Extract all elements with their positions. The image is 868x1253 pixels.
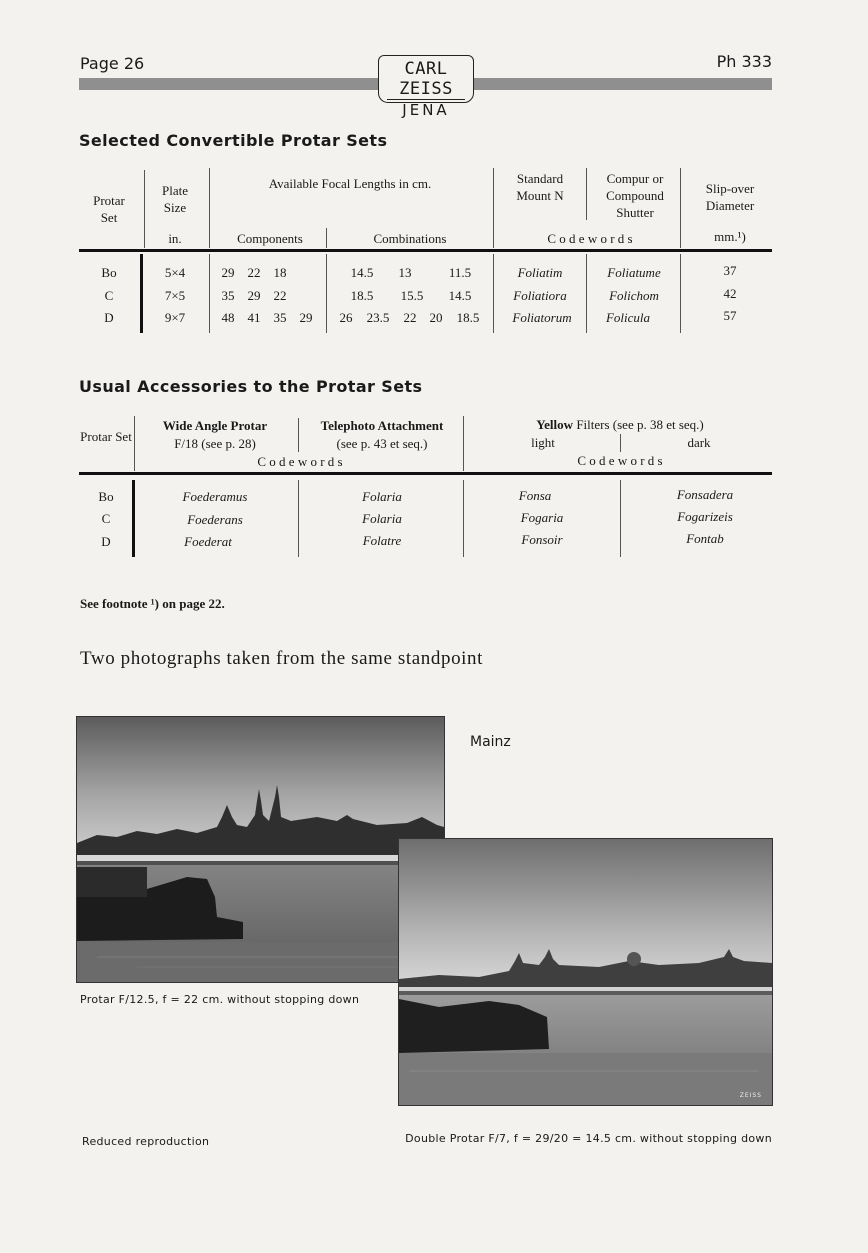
t1-row-bo-mount: Foliatim (517, 265, 563, 280)
t1-hdr-div-1 (144, 170, 145, 248)
t1-row-c-comb-1: 18.5 (350, 288, 374, 303)
t2-hdr-div-2 (298, 418, 299, 452)
t1-row-bo-comp-3: 18 (273, 265, 287, 280)
th-unit-mm: mm.¹) (714, 229, 746, 244)
th-slip-over: Slip-over Diameter (705, 181, 755, 213)
t1-row-d-shutter: Folicula (605, 310, 651, 325)
t1-body-div-1 (209, 254, 210, 333)
t2-th-wide-angle-sub: F/18 (see p. 28) (174, 436, 256, 451)
caption-protar: Protar F/12.5, f = 22 cm. without stopping down (80, 993, 360, 1006)
photo-double-protar-image (399, 839, 772, 1105)
logo-line2: JENA (387, 99, 465, 120)
t1-row-bo-plate: 5×4 (164, 265, 186, 280)
t1-row-d-set: D (104, 310, 114, 325)
t2-row-bo-dark: Fonsadera (676, 487, 734, 502)
t2-th-filters (480, 416, 760, 433)
t1-row-c-comp-3: 22 (273, 288, 287, 303)
t2-th-light: light (531, 435, 555, 450)
t1-row-c-comp-1: 35 (221, 288, 235, 303)
t2-row-c-light: Fogaria (520, 510, 564, 525)
caption-double-protar: Double Protar F/7, f = 29/20 = 14.5 cm. without stopping down (405, 1132, 772, 1145)
t1-row-d-mount: Foliatorum (512, 310, 572, 325)
t1-row-bo-comb-1: 14.5 (350, 265, 374, 280)
t2-th-filters-bold: Yellow (536, 417, 574, 432)
t2-row-d-light: Fonsoir (521, 532, 563, 547)
t1-row-d-comb-3: 22 (403, 310, 417, 325)
t2-row-c-dark: Fogarizeis (677, 509, 733, 524)
t1-row-c-set: C (104, 288, 114, 303)
section-title-protar-sets: Selected Convertible Protar Sets (79, 131, 388, 150)
t1-row-c-plate: 7×5 (164, 288, 186, 303)
t1-hdr-div-4 (586, 168, 587, 220)
t1-row-d-comp-3: 35 (273, 310, 287, 325)
section-title-accessories: Usual Accessories to the Protar Sets (79, 377, 423, 396)
logo-line1: CARL ZEISS (399, 59, 453, 99)
t1-row-d-comb-5: 18.5 (456, 310, 480, 325)
t1-row-bo-comb-2: 13 (398, 265, 412, 280)
t1-row-bo-shutter: Foliatume (607, 265, 661, 280)
t2-header-rule (79, 472, 772, 475)
t1-row-d-comp-4: 29 (299, 310, 313, 325)
t2-th-codewords-right: C o d e w o r d s (577, 453, 663, 468)
t1-row-d-comb-2: 23.5 (366, 310, 390, 325)
th-combinations: Combinations (373, 231, 447, 246)
t2-row-d-tele: Folatre (362, 533, 402, 548)
t1-hdr-div-6 (326, 228, 327, 248)
t2-th-telephoto: Telephoto Attachment (320, 418, 444, 433)
th-unit-in: in. (168, 231, 182, 246)
t2-row-bo-tele: Folaria (362, 489, 402, 504)
t1-hdr-div-2 (209, 168, 210, 248)
photos-heading: Two photographs taken from the same standpoint (80, 648, 484, 669)
t2-body-div-3 (620, 480, 621, 557)
t2-row-d-dark: Fontab (686, 531, 724, 546)
t1-body-div-5 (680, 254, 681, 333)
t2-th-telephoto-sub: (see p. 43 et seq.) (336, 436, 428, 451)
photo-protar-image (77, 717, 444, 982)
t1-body-div-2 (326, 254, 327, 333)
t2-row-bo-wide: Foederamus (182, 489, 248, 504)
t1-row-c-comb-3: 14.5 (448, 288, 472, 303)
t1-hdr-div-3 (493, 168, 494, 248)
t1-row-d-comb-1: 26 (339, 310, 353, 325)
t2-body-div-1 (298, 480, 299, 557)
t2-th-filters-rest: Filters (see p. 38 et seq.) (573, 417, 704, 432)
t2-th-codewords-left: C o d e w o r d s (257, 454, 343, 469)
t1-row-c-comb-2: 15.5 (400, 288, 424, 303)
t2-hdr-div-3 (463, 416, 464, 471)
t2-row-d-set: D (101, 534, 111, 549)
t1-row-c-comp-2: 29 (247, 288, 261, 303)
t1-body-rule-set (140, 254, 143, 333)
t2-row-bo-light: Fonsa (518, 488, 552, 503)
zeiss-logo (378, 55, 474, 119)
t1-header-rule (79, 249, 772, 252)
footnote (80, 596, 225, 612)
footnote-text: See footnote ¹) on page 22. (80, 596, 225, 611)
page-number: Page 26 (80, 54, 145, 73)
photo-protar (76, 716, 445, 983)
t1-row-d-diameter: 57 (723, 308, 737, 323)
t2-row-c-set: C (101, 511, 111, 526)
th-components: Components (237, 231, 303, 246)
t2-row-c-tele: Folaria (362, 511, 402, 526)
t1-row-c-mount: Foliatiora (513, 288, 567, 303)
th-plate-size: Plate Size (162, 183, 188, 215)
th-standard-mount: Standard Mount N (516, 171, 564, 203)
t2-th-wide-angle: Wide Angle Protar (162, 418, 268, 433)
t1-row-d-comb-4: 20 (429, 310, 443, 325)
t2-th-dark: dark (687, 435, 711, 450)
t1-row-d-comp-2: 41 (247, 310, 261, 325)
th-focal-lengths: Available Focal Lengths in cm. (268, 176, 432, 191)
t1-row-c-shutter: Folichom (609, 288, 659, 303)
t1-row-bo-diameter: 37 (723, 263, 737, 278)
t1-hdr-div-5 (680, 168, 681, 248)
t1-row-bo-comb-3: 11.5 (448, 265, 472, 280)
t2-row-d-wide: Foederat (184, 534, 232, 549)
caption-reduced: Reduced reproduction (82, 1135, 210, 1148)
t1-body-div-3 (493, 254, 494, 333)
t2-th-protar-set: Protar Set (80, 429, 132, 444)
photo-watermark: ZEISS (739, 1092, 762, 1099)
th-compur-shutter: Compur or Compound Shutter (606, 171, 664, 220)
place-label: Mainz (470, 734, 511, 750)
t2-hdr-div-1 (134, 416, 135, 471)
t1-row-c-diameter: 42 (723, 286, 737, 301)
t1-row-bo-set: Bo (101, 265, 117, 280)
t1-row-d-comp-1: 48 (221, 310, 235, 325)
document-code: Ph 333 (716, 52, 772, 71)
t2-body-rule-set (132, 480, 135, 557)
t2-body-div-2 (463, 480, 464, 557)
t2-hdr-div-4 (620, 434, 621, 452)
t2-row-c-wide: Foederans (187, 512, 243, 527)
t1-row-d-plate: 9×7 (164, 310, 186, 325)
th-protar-set: Protar Set (93, 193, 125, 225)
t1-row-bo-comp-2: 22 (247, 265, 261, 280)
t2-row-bo-set: Bo (98, 489, 114, 504)
th-codewords: C o d e w o r d s (547, 231, 633, 246)
photo-double-protar (398, 838, 773, 1106)
t1-row-bo-comp-1: 29 (221, 265, 235, 280)
